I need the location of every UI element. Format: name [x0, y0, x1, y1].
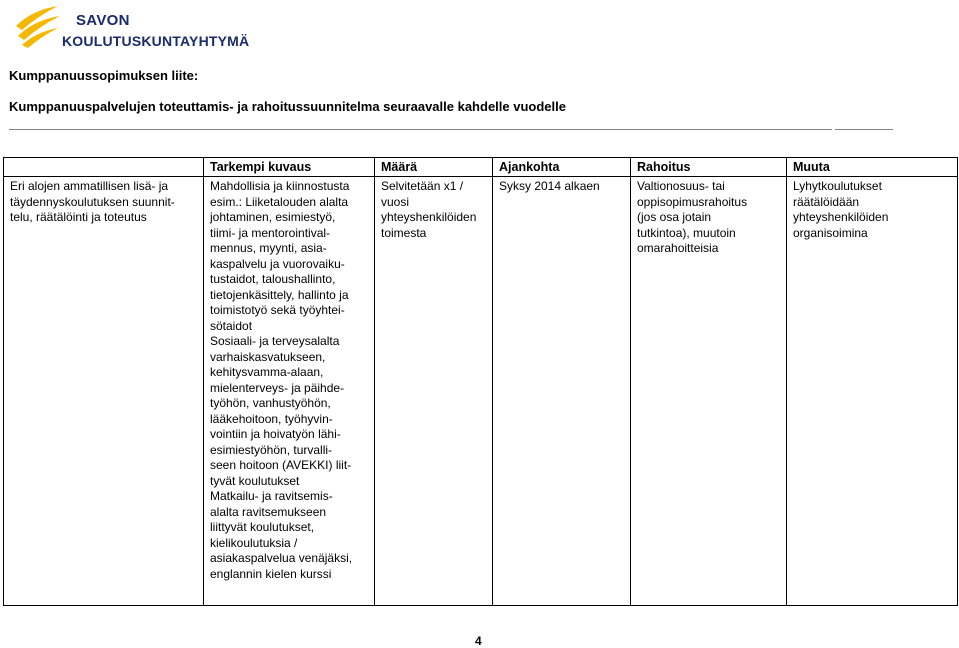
cell-text-line: lääkehoitoon, työhyvin-: [210, 411, 333, 426]
cell-text-line: esimiestyöhön, turvalli-: [210, 442, 333, 457]
cell-text-line: Selvitetään x1 /: [381, 179, 464, 193]
cell-text-line: liittyvät koulutukset,: [210, 520, 315, 534]
header-cell: Tarkempi kuvaus: [204, 158, 375, 177]
cell-text-line: yhteyshenkilöiden: [793, 210, 889, 224]
cell-funding: [631, 177, 787, 606]
header-cell: [4, 158, 204, 177]
cell-text-line: tietojenkäsittely, hallinto ja: [210, 287, 349, 302]
cell-text-line: työhön, vanhustyöhön,: [210, 396, 331, 410]
cell-text-line: kaspalvelu ja vuorovaiku-: [210, 256, 345, 271]
cell-text-line: kielikoulutuksia /: [210, 535, 298, 550]
header-cell: Rahoitus: [631, 158, 787, 177]
cell-text-line: räätälöidään: [793, 194, 860, 209]
table-header-row: [4, 158, 958, 177]
document-heading: Kumppanuussopimuksen liite:: [9, 68, 199, 83]
header-cell: Määrä: [375, 158, 493, 177]
cell-description: [204, 177, 375, 606]
cell-text-line: toimistotyö sekä työyhtei-: [210, 303, 345, 317]
cell-service: [4, 177, 204, 606]
logo-line1: SAVON: [76, 12, 130, 29]
logo-swoosh-icon: [14, 4, 64, 48]
cell-text-line: toimesta: [381, 225, 427, 240]
cell-text-line: asiakaspalvelua venäjäksi,: [210, 551, 353, 565]
cell-text-line: sötaidot: [210, 318, 253, 333]
cell-text-line: tyvät koulutukset: [210, 473, 300, 488]
cell-text-line: kehitysvamma-alaan,: [210, 365, 324, 379]
cell-text-line: vuosi: [381, 194, 410, 209]
cell-text-line: seen hoitoon (AVEKKI) liit-: [210, 458, 352, 472]
logo-line2: KOULUTUSKUNTAYHTYMÄ: [62, 33, 250, 49]
page-number: 4: [475, 634, 482, 648]
header-cell: Muuta: [787, 158, 958, 177]
cell-text-line: tustaidot, taloushallinto,: [210, 272, 336, 286]
logo: [14, 4, 250, 54]
cell-other: [787, 177, 958, 606]
cell-text-line: vointiin ja hoivatyön lähi-: [210, 427, 341, 441]
cell-text-line: johtaminen, esimiestyö,: [210, 210, 336, 224]
header-cell: Ajankohta: [493, 158, 631, 177]
cell-text-line: Syksy 2014 alkaen: [499, 179, 600, 193]
cell-text-line: organisoimina: [793, 225, 868, 240]
cell-text-line: yhteyshenkilöiden: [381, 210, 477, 224]
cell-text-line: alalta ravitsemukseen: [210, 504, 327, 519]
document-subheading: Kumppanuuspalvelujen toteuttamis- ja rahoitussuunnitelma seuraavalle kahdelle vuodelle: [9, 99, 566, 114]
cell-text-line: Eri alojen ammatillisen lisä- ja: [10, 179, 169, 193]
cell-text-line: Valtionosuus- tai: [637, 179, 725, 193]
cell-amount: [375, 177, 493, 606]
cell-text-line: oppisopimusrahoitus: [637, 194, 748, 209]
cell-text-line: varhaiskasvatukseen,: [210, 349, 326, 364]
table-row: [4, 177, 958, 606]
cell-timing: [493, 177, 631, 606]
cell-text-line: englannin kielen kurssi: [210, 566, 332, 581]
cell-text-line: telu, räätälöinti ja toteutus: [10, 210, 147, 224]
cell-text-line: mennus, myynti, asia-: [210, 241, 327, 255]
cell-text-line: mielenterveys- ja päihde-: [210, 380, 345, 395]
cell-text-line: omarahoitteisia: [637, 241, 719, 255]
divider-line: [9, 129, 832, 130]
divider-line-short: [835, 129, 893, 130]
cell-text-line: tutkintoa), muutoin: [637, 225, 736, 240]
cell-text-line: Matkailu- ja ravitsemis-: [210, 489, 333, 503]
cell-text-line: Sosiaali- ja terveysalalta: [210, 334, 340, 348]
cell-text-line: (jos osa jotain: [637, 210, 712, 224]
cell-text-line: esim.: Liiketalouden alalta: [210, 194, 349, 209]
cell-text-line: Lyhytkoulutukset: [793, 179, 882, 193]
cell-text-line: tiimi- ja mentorointival-: [210, 225, 331, 240]
cell-text-line: täydennyskoulutuksen suunnit-: [10, 194, 175, 209]
plan-table: [3, 157, 958, 606]
cell-text-line: Mahdollisia ja kiinnostusta: [210, 179, 350, 193]
